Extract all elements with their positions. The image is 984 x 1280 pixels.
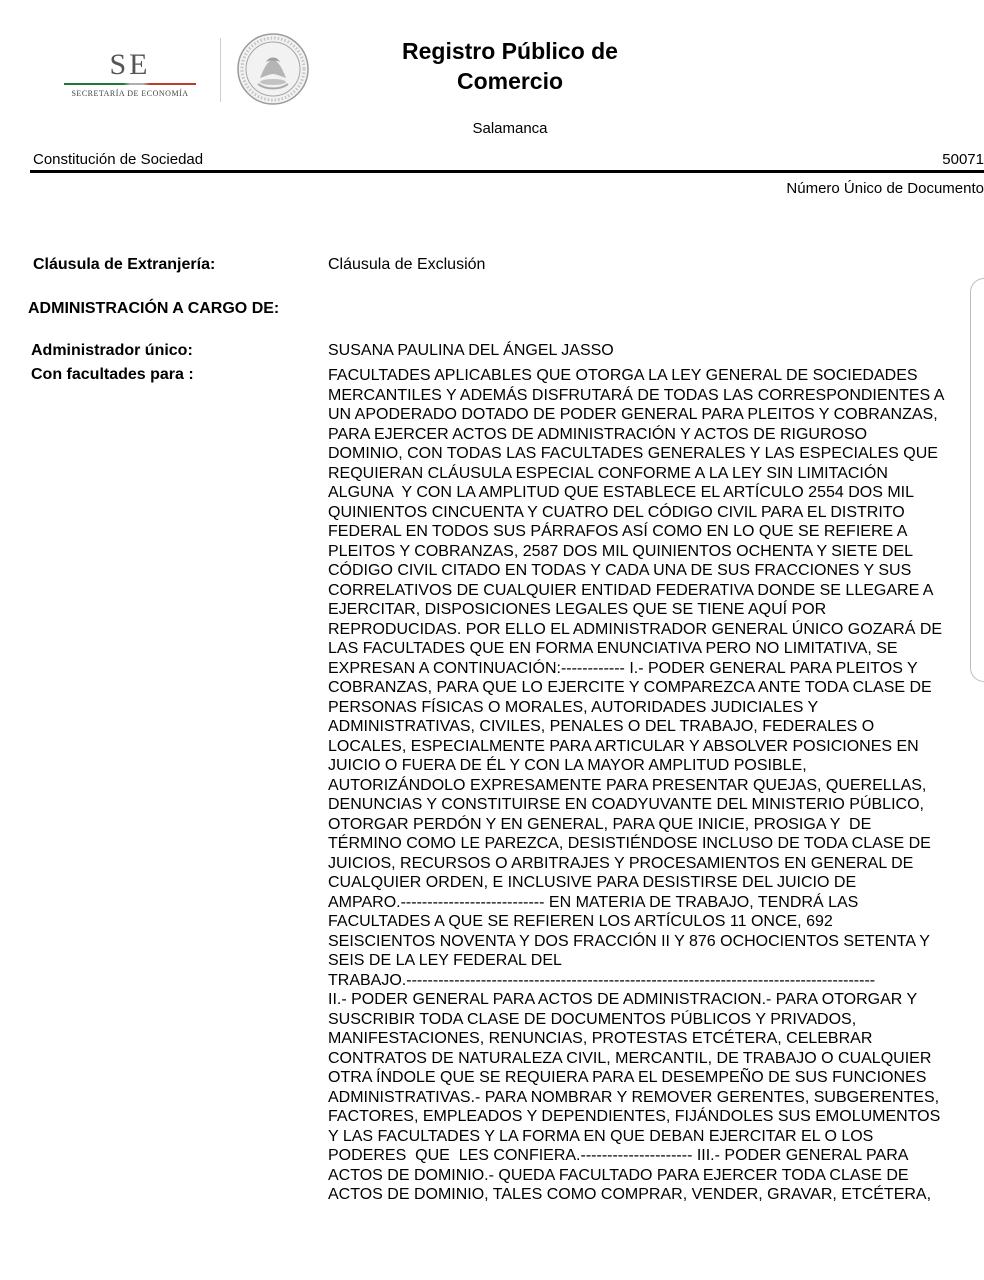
faculties-line: REQUIERAN CLÁUSULA ESPECIAL CONFORME A LA LEY SIN LIMITACIÓN: [328, 464, 888, 482]
title-line-2: Comercio: [456, 68, 564, 94]
faculties-line: MERCANTILES Y ADEMÁS DISFRUTARÁ DE TODAS LAS CORRESPONDIENTES A: [328, 386, 945, 404]
faculties-line: JUICIOS, RECURSOS O ARBITRAJES Y PROCESAMIENTOS EN GENERAL DE: [328, 854, 914, 872]
faculties-line: CUALQUIER ORDEN, E INCLUSIVE PARA DESISTIRSE DEL JUICIO DE: [328, 874, 857, 891]
faculties-line: DENUNCIAS Y CONSTITUIRSE EN COADYUVANTE DEL MINISTERIO PÚBLICO,: [328, 796, 924, 813]
secretaria-economia-logo: [60, 50, 200, 98]
faculties-line: TRABAJO.----------------------------------------------------------------------------------------: [328, 971, 876, 989]
faculties-line: REPRODUCIDAS. POR ELLO EL ADMINISTRADOR GENERAL ÚNICO GOZARÁ DE: [328, 620, 943, 638]
faculties-line: LAS FACULTADES QUE EN FORMA ENUNCIATIVA PERO NO LIMITATIVA, SE: [328, 640, 898, 657]
foreign-clause-value: Cláusula de Exclusión: [328, 256, 486, 273]
faculties-line: ADMINISTRATIVAS, CIVILES, PENALES O DEL TRABAJO, FEDERALES O: [328, 718, 875, 735]
header-divider: [30, 170, 984, 173]
title-line-1: Registro Público de: [402, 38, 618, 64]
faculties-line: COBRANZAS, PARA QUE LO EJERCITE Y COMPAREZCA ANTE TODA CLASE DE: [328, 679, 932, 696]
city-name: Salamanca: [472, 120, 548, 137]
administration-heading: ADMINISTRACIÓN A CARGO DE:: [28, 300, 280, 317]
faculties-line: EJERCITAR, DISPOSICIONES LEGALES QUE SE TIENE AQUÍ POR: [328, 601, 827, 618]
faculties-line: QUINIENTOS CINCUENTA Y CUATRO DEL CÓDIGO CIVIL PARA EL DISTRITO: [328, 503, 905, 521]
faculties-line: FACTORES, EMPLEADOS Y DEPENDIENTES, FIJÁNDOLES SUS EMOLUMENTOS: [328, 1108, 941, 1125]
logo-tricolor-line: [64, 83, 196, 85]
national-seal-icon: [236, 32, 310, 106]
document-number-label: Número Único de Documento: [786, 180, 984, 197]
faculties-label: Con facultades para :: [31, 366, 194, 383]
faculties-line: CÓDIGO CIVIL CITADO EN TODAS Y CADA UNA DE SUS FRACCIONES Y SUS: [328, 562, 912, 579]
faculties-line: DOMINIO, CON TODAS LAS FACULTADES GENERALES Y LAS ESPECIALES QUE: [328, 445, 938, 462]
document-type: Constitución de Sociedad: [33, 151, 204, 168]
foreign-clause-label: Cláusula de Extranjería:: [33, 256, 216, 273]
faculties-line: CONTRATOS DE NATURALEZA CIVIL, MERCANTIL, DE TRABAJO O CUALQUIER: [328, 1049, 932, 1067]
faculties-line: JUICIO O FUERA DE ÉL Y CON LA MAYOR AMPLITUD POSIBLE,: [328, 757, 807, 774]
faculties-line: SUSCRIBIR TODA CLASE DE DOCUMENTOS PÚBLICOS Y PRIVADOS,: [328, 1010, 857, 1028]
faculties-line: AUTORIZÁNDOLO EXPRESAMENTE PARA PRESENTAR QUEJAS, QUERELLAS,: [328, 776, 927, 794]
faculties-line: PARA EJERCER ACTOS DE ADMINISTRACIÓN Y ACTOS DE RIGUROSO: [328, 425, 868, 443]
logo-divider: [220, 38, 221, 102]
faculties-line: MANIFESTACIONES, RENUNCIAS, PROTESTAS ETCÉTERA, CELEBRAR: [328, 1030, 873, 1047]
faculties-line: Y LAS FACULTADES Y LA FORMA EN QUE DEBAN EJERCITAR EL O LOS: [328, 1127, 874, 1145]
sole-admin-value: SUSANA PAULINA DEL ÁNGEL JASSO: [328, 342, 614, 359]
document-number: 50071: [942, 151, 984, 168]
faculties-line: ADMINISTRATIVAS.- PARA NOMBRAR Y REMOVER GERENTES, SUBGERENTES,: [328, 1088, 940, 1106]
faculties-line: OTRA ÍNDOLE QUE SE REQUIERA PARA EL DESEMPEÑO DE SUS FUNCIONES: [328, 1069, 927, 1086]
faculties-line: FACULTADES APLICABLES QUE OTORGA LA LEY GENERAL DE SOCIEDADES: [328, 367, 918, 384]
faculties-line: ALGUNA Y CON LA AMPLITUD QUE ESTABLECE EL ARTÍCULO 2554 DOS MIL: [328, 484, 914, 501]
faculties-line: LOCALES, ESPECIALMENTE PARA ARTICULAR Y ABSOLVER POSICIONES EN: [328, 737, 919, 755]
faculties-line: AMPARO.--------------------------- EN MATERIA DE TRABAJO, TENDRÁ LAS: [328, 893, 859, 911]
faculties-line: EXPRESAN A CONTINUACIÓN:------------ I.- PODER GENERAL PARA PLEITOS Y: [328, 659, 918, 677]
faculties-line: SEIS DE LA LEY FEDERAL DEL: [328, 952, 562, 969]
faculties-line: FACULTADES A QUE SE REFIEREN LOS ARTÍCULOS 11 ONCE, 692: [328, 913, 833, 930]
faculties-line: ACTOS DE DOMINIO.- QUEDA FACULTADO PARA EJERCER TODA CLASE DE: [328, 1166, 909, 1184]
faculties-line: II.- PODER GENERAL PARA ACTOS DE ADMINISTRACION.- PARA OTORGAR Y: [328, 991, 918, 1008]
faculties-line: PLEITOS Y COBRANZAS, 2587 DOS MIL QUINIENTOS OCHENTA Y SIETE DEL: [328, 542, 914, 560]
logo-se-letters: SE: [109, 48, 151, 81]
faculties-line: SEISCIENTOS NOVENTA Y DOS FRACCIÓN II Y 876 OCHOCIENTOS SETENTA Y: [328, 932, 930, 950]
page-title: [340, 36, 680, 96]
faculties-line: PODERES QUE LES CONFIERA.--------------------- III.- PODER GENERAL PARA: [328, 1147, 909, 1164]
faculties-line: FEDERAL EN TODOS SUS PÁRRAFOS ASÍ COMO EN LO QUE SE REFIERE A: [328, 523, 908, 540]
scroll-handle[interactable]: [970, 278, 984, 682]
faculties-line: TÉRMINO COMO LE PAREZCA, DESISTIÉNDOSE INCLUSO DE TODA CLASE DE: [328, 835, 931, 852]
faculties-line: CORRELATIVOS DE CUALQUIER ENTIDAD FEDERATIVA DONDE SE LLEGARE A: [328, 581, 934, 599]
sole-admin-label: Administrador único:: [31, 342, 193, 359]
faculties-line: PERSONAS FÍSICAS O MORALES, AUTORIDADES JUDICIALES Y: [328, 698, 819, 716]
logo-subtext: SECRETARÍA DE ECONOMÍA: [71, 89, 189, 98]
faculties-line: ACTOS DE DOMINIO, TALES COMO COMPRAR, VENDER, GRAVAR, ETCÉTERA,: [328, 1186, 932, 1203]
faculties-line: UN APODERADO DOTADO DE PODER GENERAL PARA PLEITOS Y COBRANZAS,: [328, 406, 938, 423]
faculties-line: OTORGAR PERDÓN Y EN GENERAL, PARA QUE INICIE, PROSIGA Y DE: [328, 815, 872, 833]
faculties-text: [328, 366, 978, 1205]
